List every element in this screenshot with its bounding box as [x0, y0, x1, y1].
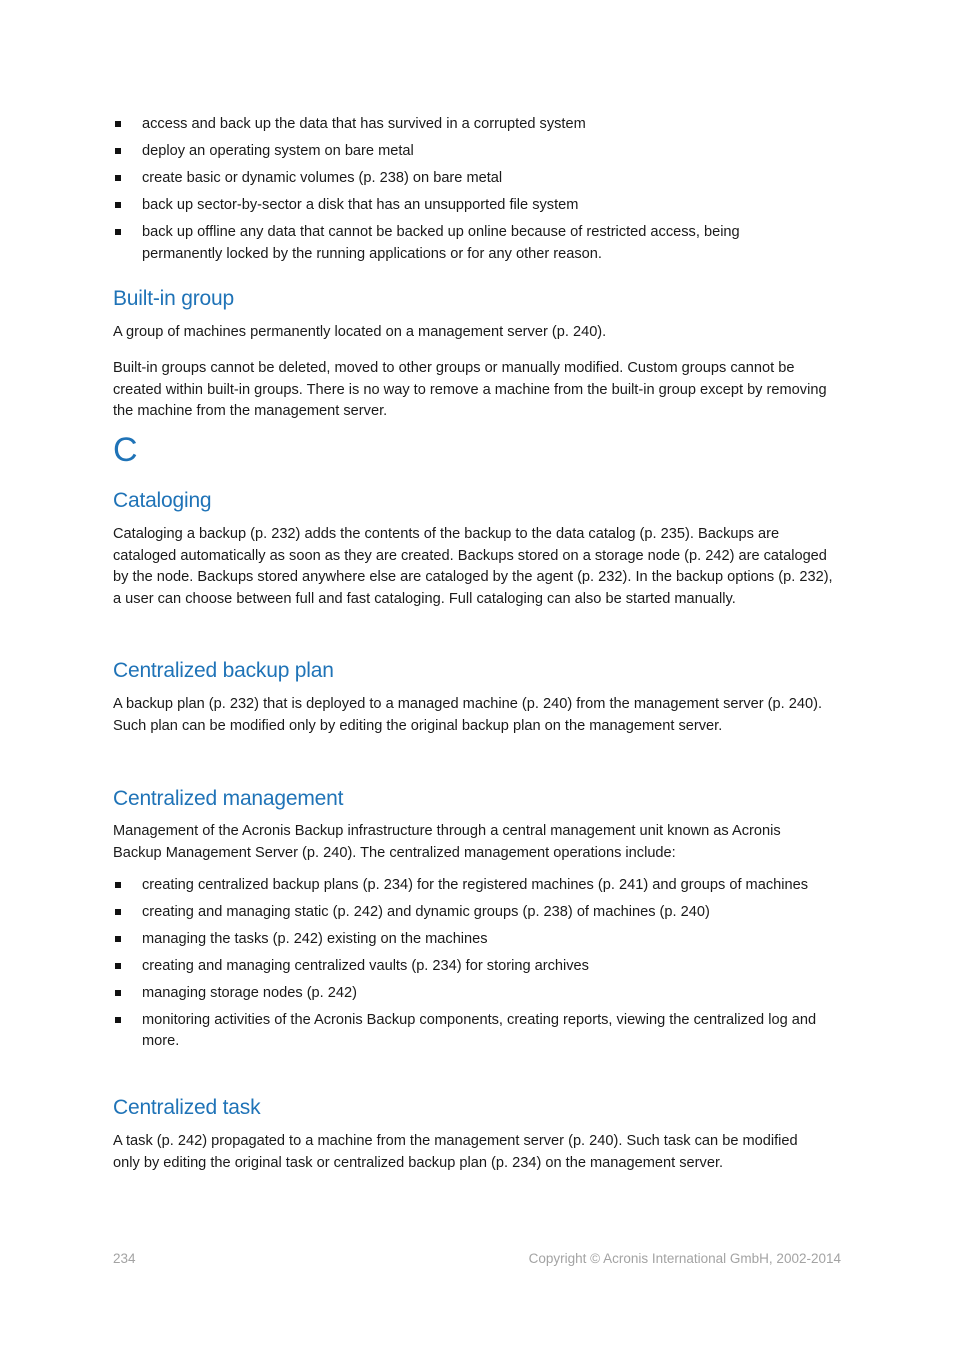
list-item: monitoring activities of the Acronis Backup components, creating reports, viewing the centralized log and more. [113, 1010, 841, 1053]
section-heading-centralized-management: Centralized management [113, 787, 344, 810]
cataloging-paragraph: Cataloging a backup (p. 232) adds the contents of the backup to the data catalog (p. 235). Backups are cataloged automatically as soon as they are created. Backups stored on a storage node (p. 242) are cataloged by the node. Backups stored anywhere else are cataloged by the agent (p. 232). In the backup options (p. 232), a user can choose between full and fast cataloging. Full cataloging can also be started manually. [113, 526, 833, 607]
page-number: 234 [113, 1251, 136, 1266]
builtin-group-paragraph-2: Built-in groups cannot be deleted, moved to other groups or manually modified. Custom groups cannot be created within built-in groups. There is no way to remove a machine from the built-in group except by removing the machine from the management server. [113, 360, 827, 419]
copyright-notice: Copyright © Acronis International GmbH, 2002-2014 [528, 1251, 841, 1266]
intro-bullet-list [113, 114, 813, 265]
list-item: back up sector-by-sector a disk that has an unsupported file system [113, 195, 813, 217]
list-item: creating and managing centralized vaults (p. 234) for storing archives [113, 956, 841, 978]
section-heading-cataloging: Cataloging [113, 489, 212, 512]
list-item: managing storage nodes (p. 242) [113, 983, 841, 1005]
centralized-task-paragraph: A task (p. 242) propagated to a machine from the management server (p. 240). Such task can be modified only by editing the original task or centralized backup plan (p. 234) on the management server. [113, 1133, 798, 1171]
builtin-group-paragraph-1: A group of machines permanently located on a management server (p. 240). [113, 324, 607, 340]
centralized-backup-plan-paragraph: A backup plan (p. 232) that is deployed to a managed machine (p. 240) from the management server (p. 240). Such plan can be modified only by editing the original backup plan on the management server. [113, 696, 823, 734]
list-item: deploy an operating system on bare metal [113, 141, 813, 163]
list-item: back up offline any data that cannot be backed up online because of restricted access, being permanently locked by the running applications or for any other reason. [113, 222, 813, 265]
list-item: creating centralized backup plans (p. 234) for the registered machines (p. 241) and groups of machines [113, 875, 841, 897]
list-item: managing the tasks (p. 242) existing on the machines [113, 929, 841, 951]
section-heading-centralized-backup-plan: Centralized backup plan [113, 659, 334, 682]
centralized-management-bullet-list [113, 875, 841, 1053]
list-item: creating and managing static (p. 242) and dynamic groups (p. 238) of machines (p. 240) [113, 902, 841, 924]
list-item: create basic or dynamic volumes (p. 238) on bare metal [113, 168, 813, 190]
section-heading-builtin-group: Built-in group [113, 287, 234, 310]
list-item: access and back up the data that has survived in a corrupted system [113, 114, 813, 136]
section-letter: C [113, 431, 138, 469]
section-heading-centralized-task: Centralized task [113, 1096, 261, 1119]
centralized-management-paragraph: Management of the Acronis Backup infrastructure through a central management unit known as Acronis Backup Management Server (p. 240). The centralized management operations include: [113, 823, 781, 861]
